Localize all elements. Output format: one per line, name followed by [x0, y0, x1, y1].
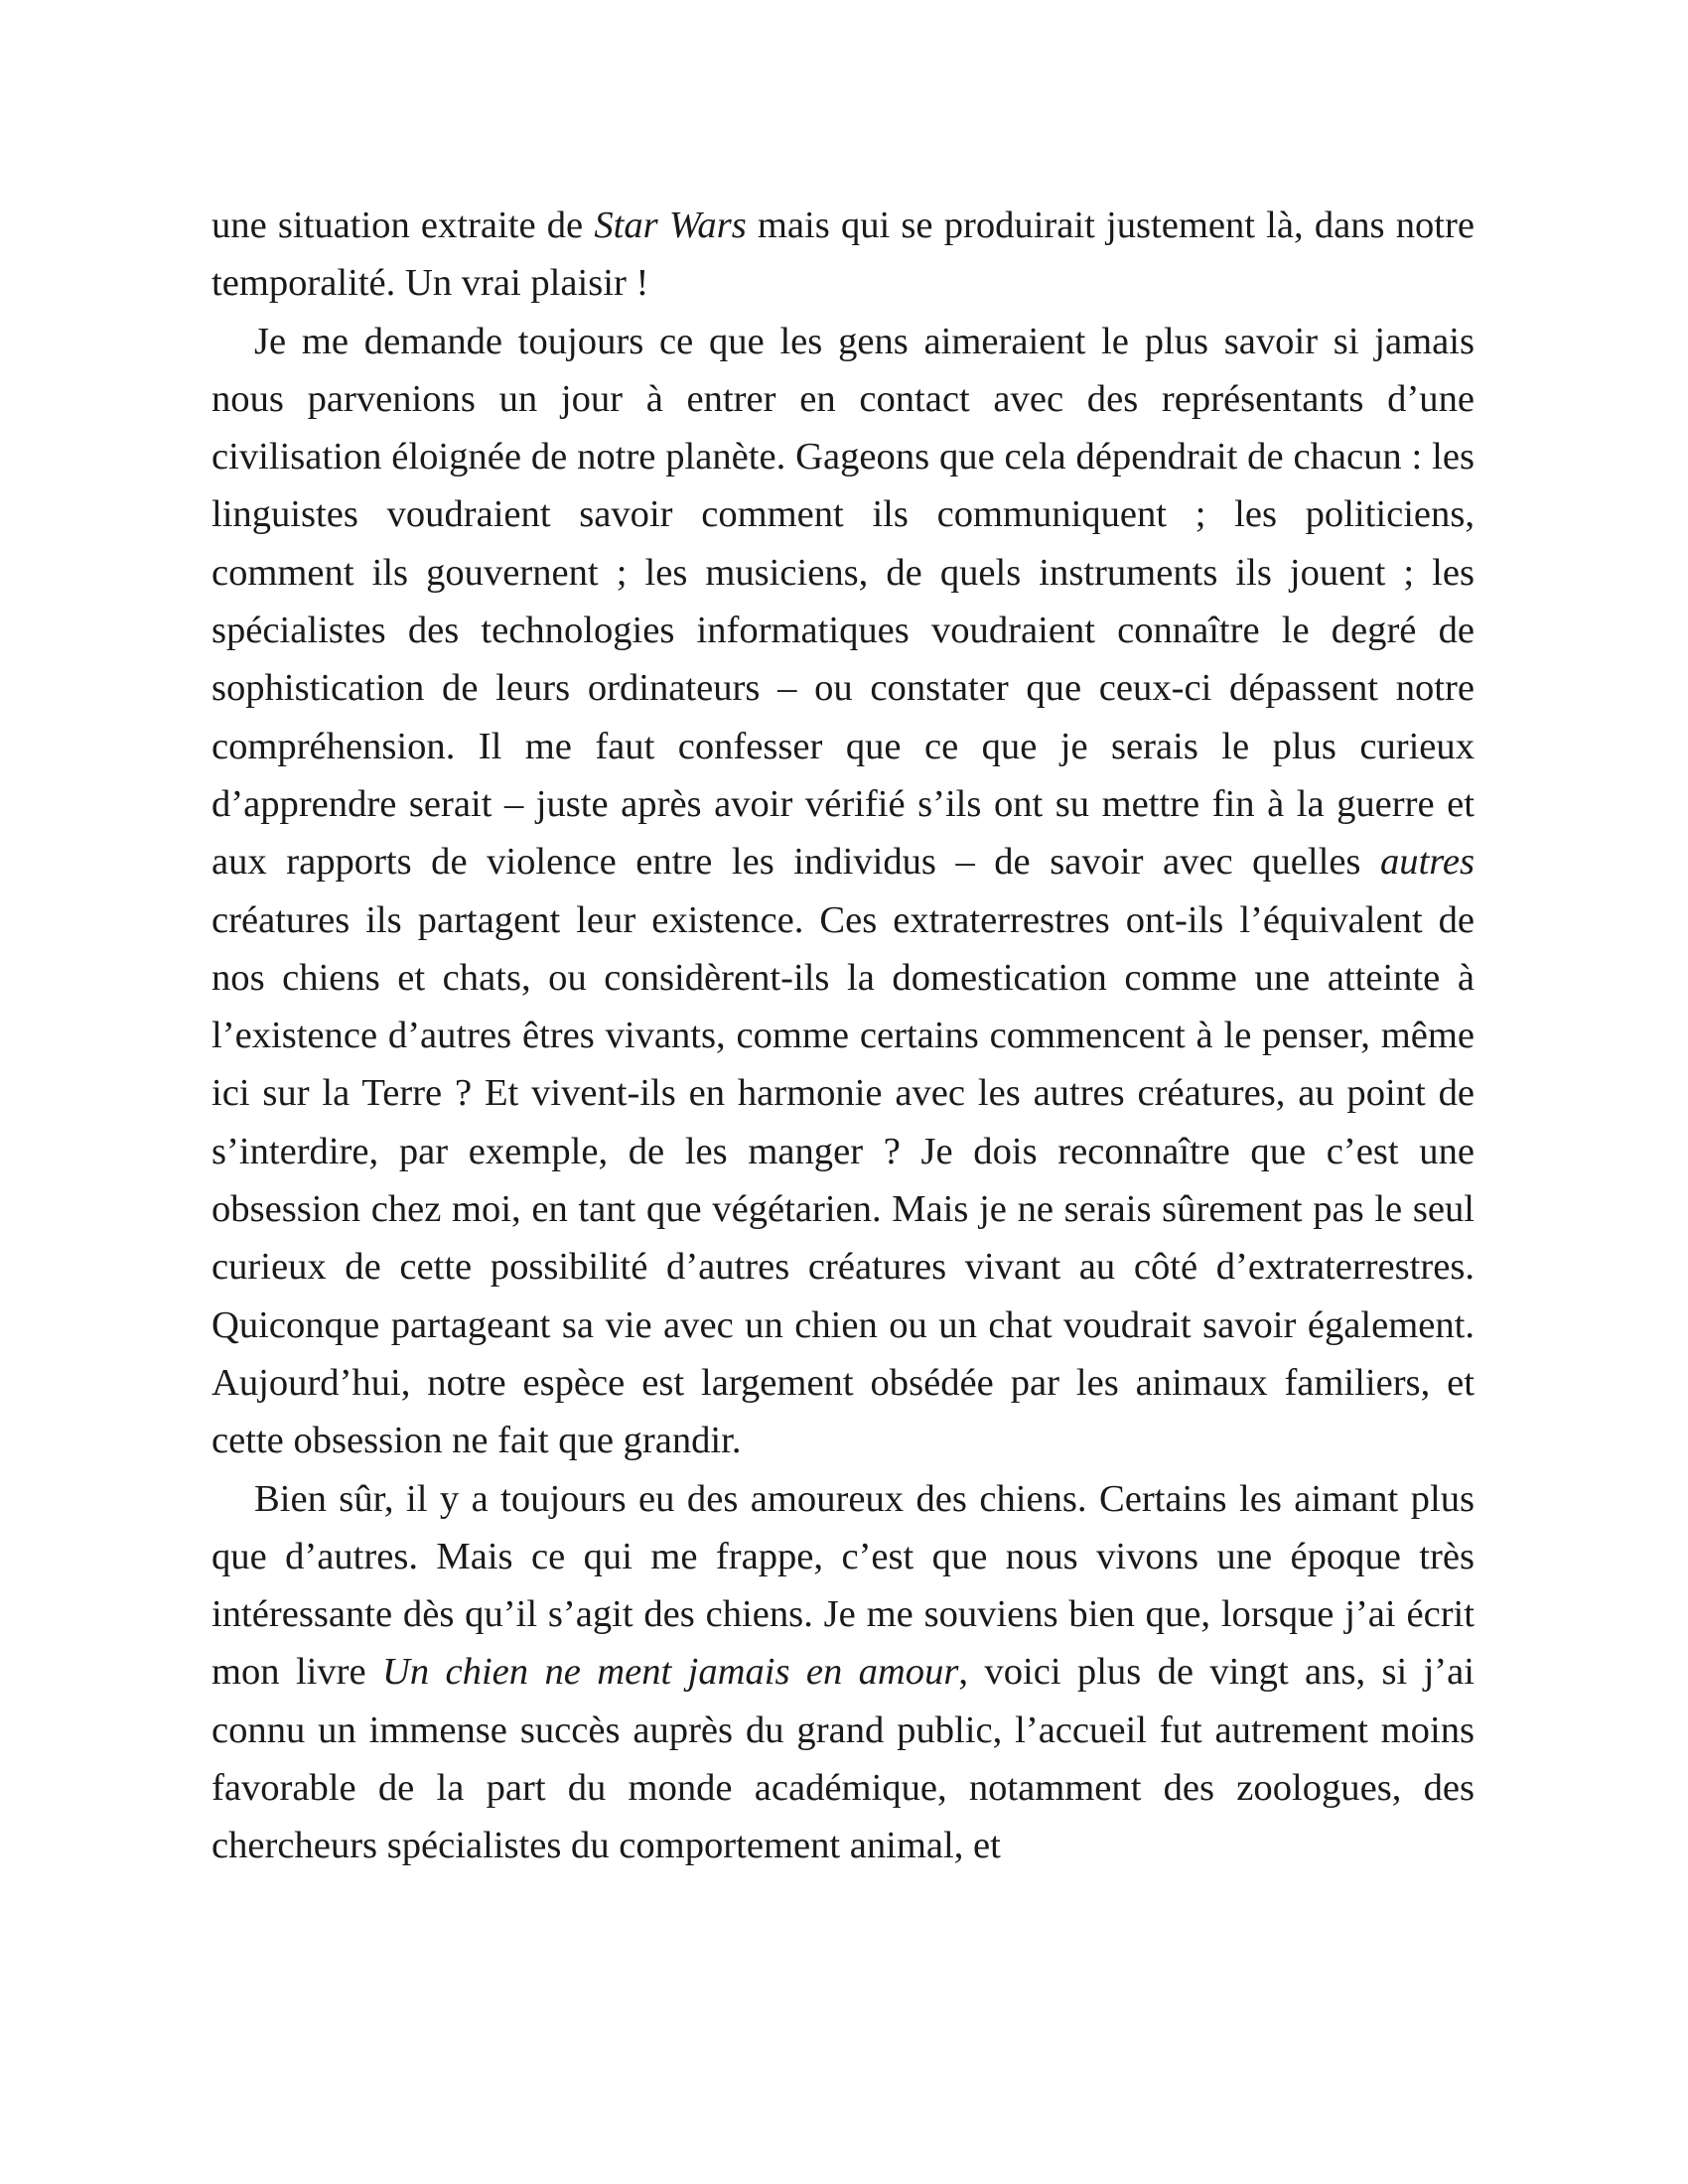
paragraph-1-italic-title: Star Wars	[594, 205, 747, 246]
paragraph-3-italic-title: Un chien ne ment jamais en amour	[382, 1651, 959, 1694]
paragraph-2-italic-word: autres	[1379, 841, 1475, 884]
paragraph-2	[211, 313, 1475, 1470]
page-body	[211, 197, 1475, 1875]
paragraph-2-text-b: créatures ils partagent leur existence. Ces extraterrestres ont-ils l’équivalent de nos chiens et chats, ou considèrent-ils la domestication comme une atteinte à l’existence d’autres êtres vivants, comme certains commencent à le penser, même ici sur la Terre ? Et vivent-ils en harmonie avec les autres créatures, au point de s’interdire, par exemple, de les manger ? Je dois reconnaître que c’est une obsession chez moi, en tant que végétarien. Mais je ne serais sûrement pas le seul curieux de cette possibilité d’autres créatures vivant au côté d’extraterrestres. Quiconque partageant sa vie avec un chien ou un chat voudrait savoir également. Aujourd’hui, notre espèce est largement obsédée par les animaux familiers, et cette obsession ne fait que grandir.	[211, 898, 1475, 1462]
paragraph-3	[211, 1470, 1475, 1875]
paragraph-1-text-a: une situation extraite de	[211, 205, 595, 246]
paragraph-2-text-a: Je me demande toujours ce que les gens aimeraient le plus savoir si jamais nous parvenions un jour à entrer en contact avec des représentants d’une civilisation éloignée de notre planète. Gageons que cela dépendrait de chacun : les linguistes voudraient savoir comment ils communiquent ; les politiciens, comment ils gouvernent ; les musiciens, de quels instruments ils jouent ; les spécialistes des technologies informatiques voudraient connaître le degré de sophistication de leurs ordinateurs – ou constater que ceux-ci dépassent notre compréhension. Il me faut confesser que ce que je serais le plus curieux d’apprendre serait – juste après avoir vérifié s’ils ont su mettre fin à la guerre et aux rapports de violence entre les individus – de savoir avec quelles	[211, 320, 1475, 884]
paragraph-1-text-b: mais qui se produirait justement là, dans notre temporalité. Un vrai plaisir !	[211, 205, 1475, 305]
paragraph-3-text-a: Bien sûr, il y a toujours eu des amoureux des chiens. Certains les aimant plus que d’autres. Mais ce qui me frappe, c’est que nous vivons une époque très intéressante dès qu’il s’agit des chiens. Je me souviens bien que, lorsque j’ai écrit mon livre	[211, 1477, 1475, 1694]
paragraph-1	[211, 197, 1475, 313]
paragraph-3-text-b: , voici plus de vingt ans, si j’ai connu un immense succès auprès du grand public, l’accueil fut autrement moins favorable de la part du monde académique, notamment des zoologues, des chercheurs spécialistes du comportement animal, et	[211, 1651, 1475, 1867]
